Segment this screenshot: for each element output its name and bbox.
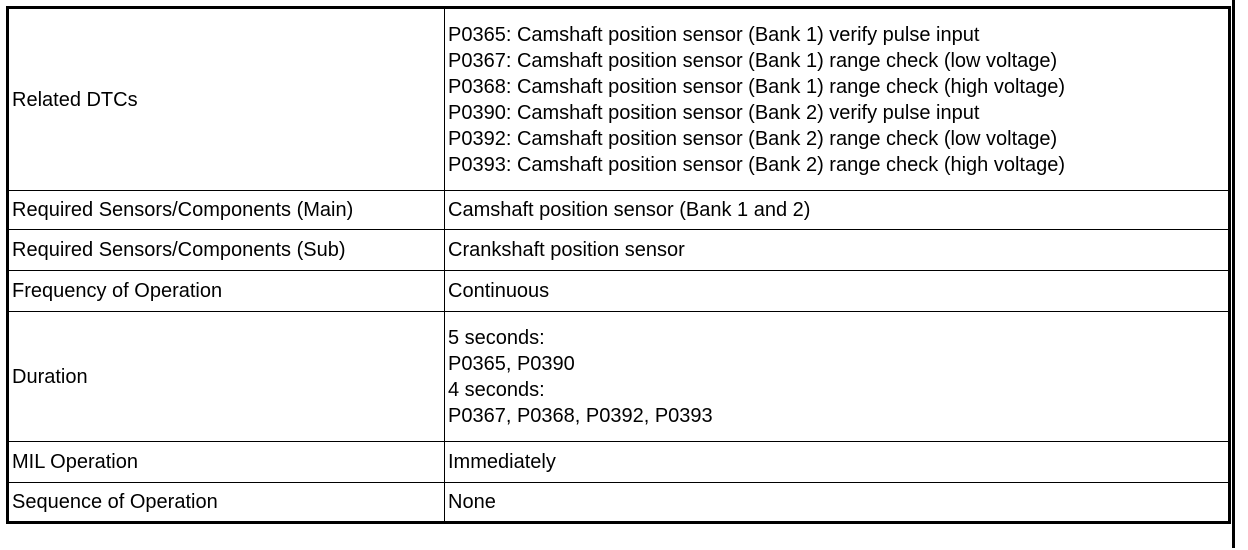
table-row-related-dtcs xyxy=(8,8,1230,191)
row-value: None xyxy=(445,483,1230,523)
row-label: Duration xyxy=(8,312,445,442)
row-value: Crankshaft position sensor xyxy=(445,230,1230,271)
dtc-line: P0393: Camshaft position sensor (Bank 2) range check (high voltage) xyxy=(448,153,1066,176)
row-value: Camshaft position sensor (Bank 1 and 2) xyxy=(445,191,1230,230)
dtc-line: P0368: Camshaft position sensor (Bank 1) range check (high voltage) xyxy=(448,75,1066,98)
duration-line: 4 seconds: xyxy=(448,378,545,401)
row-label: MIL Operation xyxy=(8,442,445,483)
dtc-line: P0365: Camshaft position sensor (Bank 1) verify pulse input xyxy=(448,23,980,46)
table-row-required-sub xyxy=(8,230,1230,271)
row-label: Related DTCs xyxy=(8,8,445,191)
row-label: Sequence of Operation xyxy=(8,483,445,523)
table-row-mil-operation xyxy=(8,442,1230,483)
table-edge-divider xyxy=(1232,0,1235,548)
row-label: Required Sensors/Components (Main) xyxy=(8,191,445,230)
dtc-line: P0392: Camshaft position sensor (Bank 2) range check (low voltage) xyxy=(448,127,1058,150)
row-value: Immediately xyxy=(445,442,1230,483)
duration-line: P0367, P0368, P0392, P0393 xyxy=(448,404,713,427)
row-value xyxy=(445,312,1230,442)
row-value xyxy=(445,8,1230,191)
duration-line: P0365, P0390 xyxy=(448,352,575,375)
duration-line: 5 seconds: xyxy=(448,326,545,349)
table-row-frequency xyxy=(8,271,1230,312)
dtc-line: P0367: Camshaft position sensor (Bank 1) range check (low voltage) xyxy=(448,49,1058,72)
row-label: Frequency of Operation xyxy=(8,271,445,312)
table-row-sequence xyxy=(8,483,1230,523)
table-row-duration xyxy=(8,312,1230,442)
row-value: Continuous xyxy=(445,271,1230,312)
row-label: Required Sensors/Components (Sub) xyxy=(8,230,445,271)
dtc-line: P0390: Camshaft position sensor (Bank 2) verify pulse input xyxy=(448,101,980,124)
monitor-spec-table xyxy=(6,6,1231,524)
table-row-required-main xyxy=(8,191,1230,230)
